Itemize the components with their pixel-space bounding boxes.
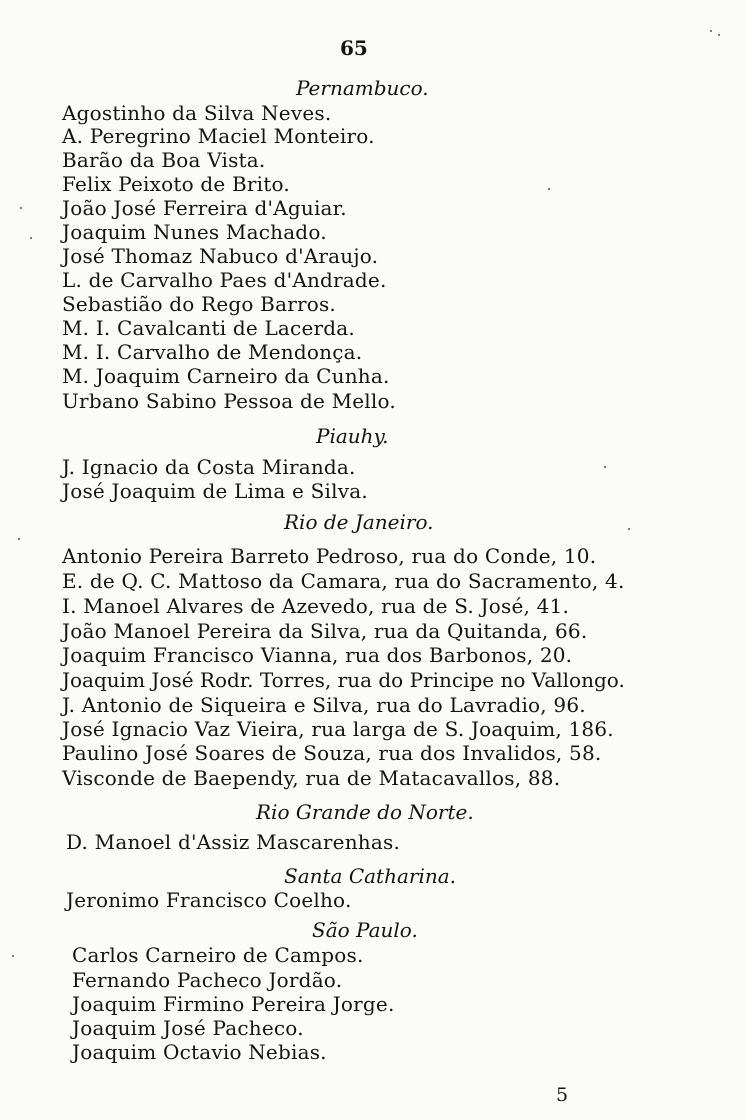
list-item: M. Joaquim Carneiro da Cunha. [62, 364, 390, 388]
list-item: Felix Peixoto de Brito. [62, 172, 290, 196]
list-item: Jeronimo Francisco Coelho. [66, 888, 352, 912]
list-item: João Manoel Pereira da Silva, rua da Quitanda, 66. [62, 619, 588, 643]
section-heading-pernambuco: Pernambuco. [296, 76, 429, 100]
list-item: José Ignacio Vaz Vieira, rua larga de S. Joaquim, 186. [62, 717, 614, 741]
list-item: I. Manoel Alvares de Azevedo, rua de S. José, 41. [62, 594, 570, 618]
list-item: Barão da Boa Vista. [62, 148, 266, 172]
list-item: Visconde de Baependy, rua de Matacavallos, 88. [62, 766, 561, 790]
list-item: Joaquim Octavio Nebias. [72, 1040, 327, 1064]
list-item: Joaquim Nunes Machado. [62, 220, 327, 244]
list-item: Joaquim Francisco Vianna, rua dos Barbonos, 20. [62, 643, 573, 667]
list-item: L. de Carvalho Paes d'Andrade. [62, 268, 387, 292]
list-item: Joaquim José Rodr. Torres, rua do Principe no Vallongo. [62, 668, 625, 692]
page-number: 65 [340, 36, 368, 60]
list-item: D. Manoel d'Assiz Mascarenhas. [66, 830, 401, 854]
list-item: Antonio Pereira Barreto Pedroso, rua do Conde, 10. [62, 544, 597, 568]
ink-speck [12, 955, 14, 957]
ink-speck [18, 538, 20, 540]
list-item: A. Peregrino Maciel Monteiro. [62, 124, 375, 148]
ink-speck [628, 528, 630, 530]
list-item: João José Ferreira d'Aguiar. [62, 196, 347, 220]
section-heading-piauhy: Piauhy. [316, 424, 389, 448]
list-item: Sebastião do Rego Barros. [62, 292, 336, 316]
ink-speck [718, 34, 720, 36]
ink-speck [20, 207, 22, 209]
list-item: Carlos Carneiro de Campos. [72, 943, 364, 967]
section-heading-sao-paulo: São Paulo. [312, 918, 418, 942]
list-item: Joaquim José Pacheco. [72, 1016, 304, 1040]
ink-speck [548, 188, 550, 190]
signature-mark: 5 [556, 1084, 569, 1106]
list-item: E. de Q. C. Mattoso da Camara, rua do Sacramento, 4. [62, 569, 625, 593]
list-item: Paulino José Soares de Souza, rua dos Invalidos, 58. [62, 741, 602, 765]
ink-speck [604, 466, 606, 468]
list-item: M. I. Cavalcanti de Lacerda. [62, 316, 355, 340]
list-item: José Joaquim de Lima e Silva. [62, 479, 368, 503]
section-heading-rio-grande-do-norte: Rio Grande do Norte. [256, 800, 474, 824]
ink-speck [30, 237, 32, 239]
list-item: Agostinho da Silva Neves. [62, 101, 332, 125]
ink-speck [710, 30, 712, 32]
list-item: J. Antonio de Siqueira e Silva, rua do Lavradio, 96. [62, 693, 586, 717]
section-heading-santa-catharina: Santa Catharina. [284, 864, 457, 888]
list-item: Joaquim Firmino Pereira Jorge. [72, 992, 395, 1016]
list-item: M. I. Carvalho de Mendonça. [62, 340, 363, 364]
list-item: Urbano Sabino Pessoa de Mello. [62, 389, 396, 413]
section-heading-rio-de-janeiro: Rio de Janeiro. [284, 510, 434, 534]
list-item: José Thomaz Nabuco d'Araujo. [62, 244, 379, 268]
list-item: Fernando Pacheco Jordão. [72, 968, 343, 992]
list-item: J. Ignacio da Costa Miranda. [62, 455, 356, 479]
